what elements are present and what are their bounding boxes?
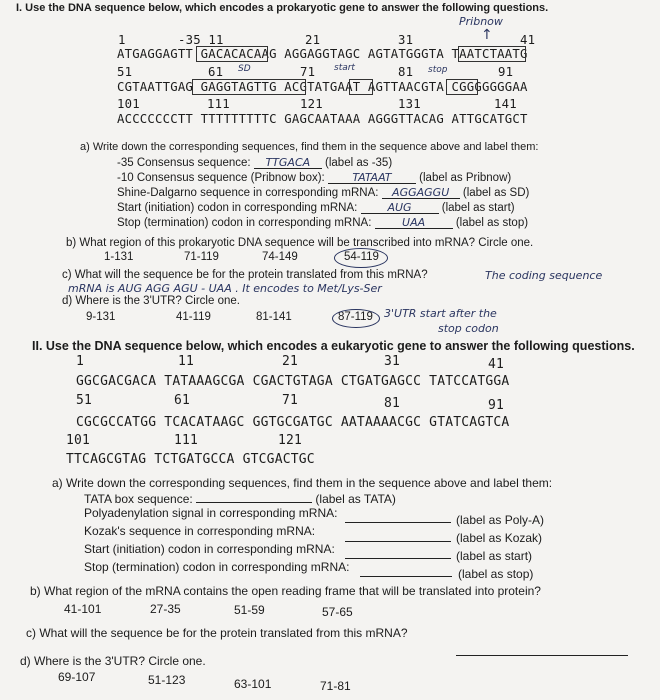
p2-num-61: 61 (174, 393, 191, 408)
p1-num-1: 1 (118, 33, 126, 47)
p2-qc-prompt: c) What will the sequence be for the protein translated from this mRNA? (26, 626, 408, 640)
p2-num-111: 111 (174, 433, 199, 448)
p2-qa-item-4-suffix: (label as start) (456, 549, 533, 563)
p2-num-11: 11 (178, 354, 195, 369)
p1-num-31: 31 (398, 33, 414, 47)
p2-qd-option-3[interactable]: 63-101 (234, 677, 272, 691)
p1-num-121: 121 (300, 97, 323, 111)
p1-answer-start[interactable]: AUG (361, 201, 439, 214)
p2-qb-option-4[interactable]: 57-65 (322, 605, 353, 619)
p1-qd-option-3[interactable]: 81-141 (256, 311, 292, 323)
start-codon-box (349, 79, 373, 95)
p2-qa-prompt: a) Write down the corresponding sequences, find them in the sequence above and label them: (52, 476, 553, 490)
p1-answer-stop[interactable]: UAA (375, 216, 453, 229)
p2-num-81: 81 (384, 396, 401, 411)
p2-num-51: 51 (76, 393, 93, 408)
p2-num-31: 31 (384, 354, 401, 369)
p1-num-71: 71 (300, 65, 316, 79)
p1-num-91: 91 (498, 65, 514, 79)
p2-qa-item-2-label: Polyadenylation signal in corresponding mRNA: (84, 506, 338, 520)
p2-answer-protein[interactable] (456, 643, 628, 656)
part2-heading: II. Use the DNA sequence below, which encodes a eukaryotic gene to answer the following questions. (32, 339, 635, 353)
p2-qa-item-2-suffix: (label as Poly-A) (456, 513, 545, 527)
p1-num-61: 61 (208, 65, 224, 79)
p1-qd-hw-2: stop codon (438, 322, 499, 335)
p1-qb-option-3[interactable]: 74-149 (262, 251, 298, 263)
p2-num-41: 41 (488, 357, 505, 372)
p1-answer-sd[interactable]: AGGAGGU (382, 186, 460, 199)
p1-answer-minus35[interactable]: TTGACA (254, 156, 322, 169)
p2-qa-item-3-label: Kozak's sequence in corresponding mRNA: (84, 524, 316, 538)
stop-annotation: stop (428, 65, 448, 75)
p1-qb-option-1[interactable]: 1-131 (104, 251, 134, 263)
p1-qa-item-4: Start (initiation) codon in corresponding mRNA: AUG (label as start) (117, 201, 515, 214)
p1-qa-item-3: Shine-Dalgarno sequence in corresponding mRNA: AGGAGGU (label as SD) (117, 186, 530, 199)
p1-qc-prompt: c) What will the sequence be for the protein translated from this mRNA? (62, 269, 428, 281)
p2-qa-item-4-label: Start (initiation) codon in corresponding mRNA: (84, 542, 335, 556)
p2-qa-item-3-suffix: (label as Kozak) (456, 531, 543, 545)
p1-qa-item-5: Stop (termination) codon in corresponding mRNA: UAA (label as stop) (117, 216, 529, 229)
p2-answer-start[interactable] (345, 546, 451, 559)
p2-num-21: 21 (282, 354, 299, 369)
p1-num-111: 111 (207, 97, 230, 111)
p2-qa-item-1: TATA box sequence: (label as TATA) (84, 492, 396, 506)
p2-qb-option-2[interactable]: 27-35 (150, 602, 181, 616)
p2-qa-item-5-suffix: (label as stop) (458, 567, 534, 581)
p1-qd-circle-mark (332, 309, 380, 328)
p1-qd-prompt: d) Where is the 3'UTR? Circle one. (62, 295, 240, 307)
p2-num-71: 71 (282, 393, 299, 408)
sd-box (192, 79, 306, 95)
p2-num-121: 121 (278, 433, 303, 448)
p2-qd-option-4[interactable]: 71-81 (320, 679, 351, 693)
p1-qc-hw-2: mRNA is AUG AGG AGU - UAA . It encodes to Met/Lys-Ser (68, 282, 382, 295)
pribnow-annotation: Pribnow (459, 15, 503, 28)
p2-qb-option-3[interactable]: 51-59 (234, 603, 265, 617)
stop-codon-box (446, 79, 478, 95)
p1-num-101: 101 (117, 97, 140, 111)
p2-answer-stop[interactable] (360, 564, 452, 577)
p2-qb-option-1[interactable]: 41-101 (64, 602, 102, 616)
p1-num-141: 141 (494, 97, 517, 111)
p1-num-41: 41 (520, 33, 536, 47)
p1-num-11: -35 11 (178, 33, 224, 47)
p1-qb-prompt: b) What region of this prokaryotic DNA sequence will be transcribed into mRNA? Circle one. (66, 237, 534, 249)
minus35-box (196, 46, 268, 62)
arrow-up-icon: ↑ (481, 27, 493, 43)
p1-qd-option-4[interactable]: 87-119 (338, 311, 373, 323)
p1-qa-item-2: -10 Consensus sequence (Pribnow box): TATAAT (label as Pribnow) (117, 171, 512, 184)
p2-answer-kozak[interactable] (345, 529, 451, 542)
p2-answer-polya[interactable] (345, 510, 451, 523)
p1-qb-circle-mark (334, 248, 388, 268)
p1-qd-option-2[interactable]: 41-119 (176, 311, 211, 323)
p2-num-91: 91 (488, 398, 505, 413)
pribnow-box (458, 46, 526, 62)
p2-qd-option-2[interactable]: 51-123 (148, 673, 186, 687)
p1-qa-prompt: a) Write down the corresponding sequences, find them in the sequence above and label them: (80, 141, 539, 153)
p2-num-1: 1 (76, 354, 85, 369)
p1-seq-row3: ACCCCCCCTT TTTTTTTTTC GAGCAATAAA AGGGTTACAG ATTGCATGCT (117, 112, 528, 126)
p2-qb-prompt: b) What region of the mRNA contains the open reading frame that will be translated into protein? (30, 584, 541, 598)
p2-seq-row1: GGCGACGACA TATAAAGCGA CGACTGTAGA CTGATGAGCC TATCCATGGA (76, 374, 510, 389)
p1-qd-option-1[interactable]: 9-131 (86, 311, 116, 323)
p1-num-51: 51 (117, 65, 133, 79)
sd-annotation: SD (238, 64, 251, 74)
p2-qd-option-1[interactable]: 69-107 (58, 670, 96, 684)
part1-heading: I. Use the DNA sequence below, which encodes a prokaryotic gene to answer the following questions. (16, 2, 549, 14)
p1-num-21: 21 (305, 33, 321, 47)
p2-answer-tata[interactable] (196, 490, 312, 503)
p2-num-101: 101 (66, 433, 91, 448)
p1-qa-item-1: -35 Consensus sequence: TTGACA (label as -35) (117, 156, 393, 169)
p1-num-131: 131 (398, 97, 421, 111)
p1-seq-row2: CGTAATTGAG GAGGTAGTTG ACGTATGAAT AGTTAACGTA CGGGGGGGAA (117, 80, 528, 94)
p1-qc-hw-1: The coding sequence (485, 269, 603, 282)
p1-qb-option-2[interactable]: 71-119 (184, 251, 219, 263)
start-annotation: start (334, 63, 355, 73)
p1-seq-row1: ATGAGGAGTT GACACACAAG AGGAGGTAGC AGTATGGGTA TAATCTAATG (117, 47, 528, 61)
p2-seq-row3: TTCAGCGTAG TCTGATGCCA GTCGACTGC (66, 452, 315, 467)
p2-seq-row2: CGCGCCATGG TCACATAAGC GGTGCGATGC AATAAAACGC GTATCAGTCA (76, 415, 510, 430)
p1-answer-pribnow[interactable]: TATAAT (328, 171, 416, 184)
p1-num-81: 81 (398, 65, 414, 79)
p2-qa-item-5-label: Stop (termination) codon in corresponding mRNA: (84, 560, 350, 574)
p1-qd-hw-1: 3'UTR start after the (384, 307, 497, 320)
p2-qd-prompt: d) Where is the 3'UTR? Circle one. (20, 654, 206, 668)
p1-qb-option-4[interactable]: 54-119 (344, 251, 379, 263)
